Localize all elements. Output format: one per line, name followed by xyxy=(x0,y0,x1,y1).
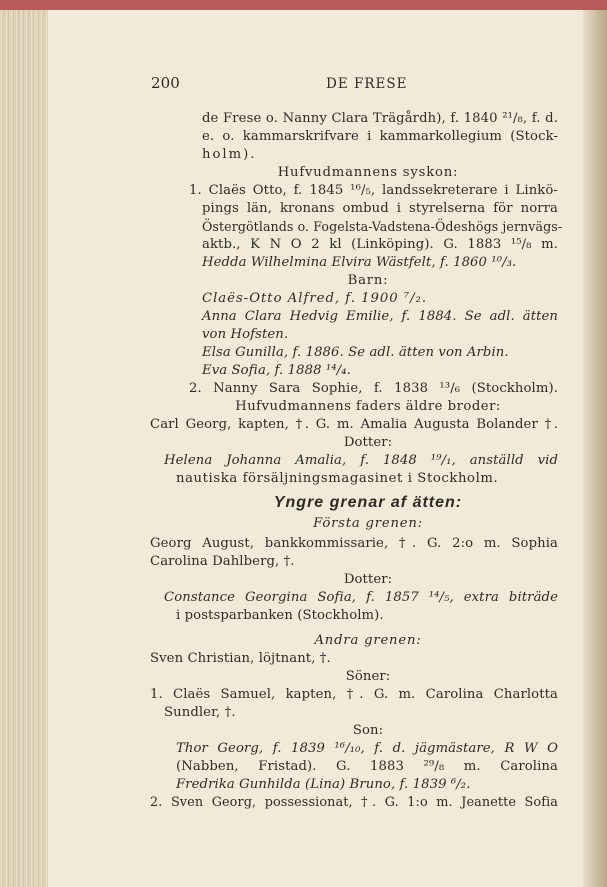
text-line: 2. Nanny Sara Sophie, f. 1838 ¹³/₆ (Stockholm). xyxy=(189,381,558,396)
text-line: 1. Claës Otto, f. 1845 ¹⁶/₅, landssekreterare i Linkö- xyxy=(189,183,558,198)
text-line: Constance Georgina Sofia, f. 1857 ¹⁴/₅, extra biträde xyxy=(164,590,558,605)
section-label: Söner: xyxy=(345,669,391,684)
book-page xyxy=(48,10,583,887)
text-line: e. o. kammarskrifvare i kammarkollegium (Stock- xyxy=(202,129,558,144)
section-heading: Yngre grenar af ätten: xyxy=(273,494,463,511)
text-line: Thor Georg, f. 1839 ¹⁶/₁₀, f. d. jägmästare, R W O xyxy=(176,741,558,756)
text-line: Carl Georg, kapten, †. G. m. Amalia Augusta Bolander †. xyxy=(150,417,558,432)
text-line: 2. Sven Georg, possessionat, †. G. 1:o m. Jeanette Sofia xyxy=(150,795,558,810)
branch-heading: Andra grenen: xyxy=(314,633,422,648)
text-line: Georg August, bankkommissarie, †. G. 2:o m. Sophia xyxy=(150,536,558,551)
text-line: de Frese o. Nanny Clara Trägårdh), f. 1840 ²¹/₈, f. d. xyxy=(202,111,558,126)
text-line: 1. Claës Samuel, kapten, †. G. m. Carolina Charlotta xyxy=(150,687,558,702)
running-title: DE FRESE xyxy=(326,76,408,92)
text-line: Sundler, †. xyxy=(164,705,236,720)
text-line: Carolina Dahlberg, †. xyxy=(150,554,295,569)
text-line: Helena Johanna Amalia, f. 1848 ¹⁹/₁, anställd vid xyxy=(164,453,558,468)
text-line: Sven Christian, löjtnant, †. xyxy=(150,651,331,666)
section-label: Hufvudmannens faders äldre broder: xyxy=(235,399,501,414)
text-line: aktb., K N O 2 kl (Linköping). G. 1883 ¹⁵/₈ m. xyxy=(202,237,558,252)
text-line: holm). xyxy=(202,147,257,162)
text-line: von Hofsten. xyxy=(202,327,289,342)
text-line: (Nabben, Fristad). G. 1883 ²⁹/₈ m. Carolina xyxy=(176,759,558,774)
text-line: Fredrika Gunhilda (Lina) Bruno, f. 1839 ⁶/₂. xyxy=(176,777,471,792)
section-label: Dotter: xyxy=(343,572,393,587)
section-label: Dotter: xyxy=(343,435,393,450)
page-number: 200 xyxy=(151,74,180,92)
text-line: Östergötlands o. Fogelsta-Vadstena-Ödeshögs jernvägs- xyxy=(202,219,563,234)
text-line: pings län, kronans ombud i styrelserna för norra xyxy=(202,201,558,216)
book-spine-edge xyxy=(0,10,48,887)
section-label: Son: xyxy=(352,723,384,738)
section-label: Hufvudmannens syskon: xyxy=(277,165,459,180)
page-top-edge xyxy=(0,0,607,10)
section-label: Barn: xyxy=(347,273,389,288)
text-line: i postsparbanken (Stockholm). xyxy=(176,608,384,623)
text-line: Claës-Otto Alfred, f. 1900 ⁷/₂. xyxy=(202,291,428,306)
text-line: Eva Sofia, f. 1888 ¹⁴/₄. xyxy=(202,363,351,378)
branch-heading: Första grenen: xyxy=(313,516,423,531)
text-line: Elsa Gunilla, f. 1886. Se adl. ätten von Arbin. xyxy=(202,345,509,360)
text-line: Anna Clara Hedvig Emilie, f. 1884. Se adl. ätten xyxy=(202,309,558,324)
text-line: Hedda Wilhelmina Elvira Wästfelt, f. 1860 ¹⁰/₃. xyxy=(202,255,517,270)
text-line: nautiska försäljningsmagasinet i Stockholm. xyxy=(176,471,499,486)
